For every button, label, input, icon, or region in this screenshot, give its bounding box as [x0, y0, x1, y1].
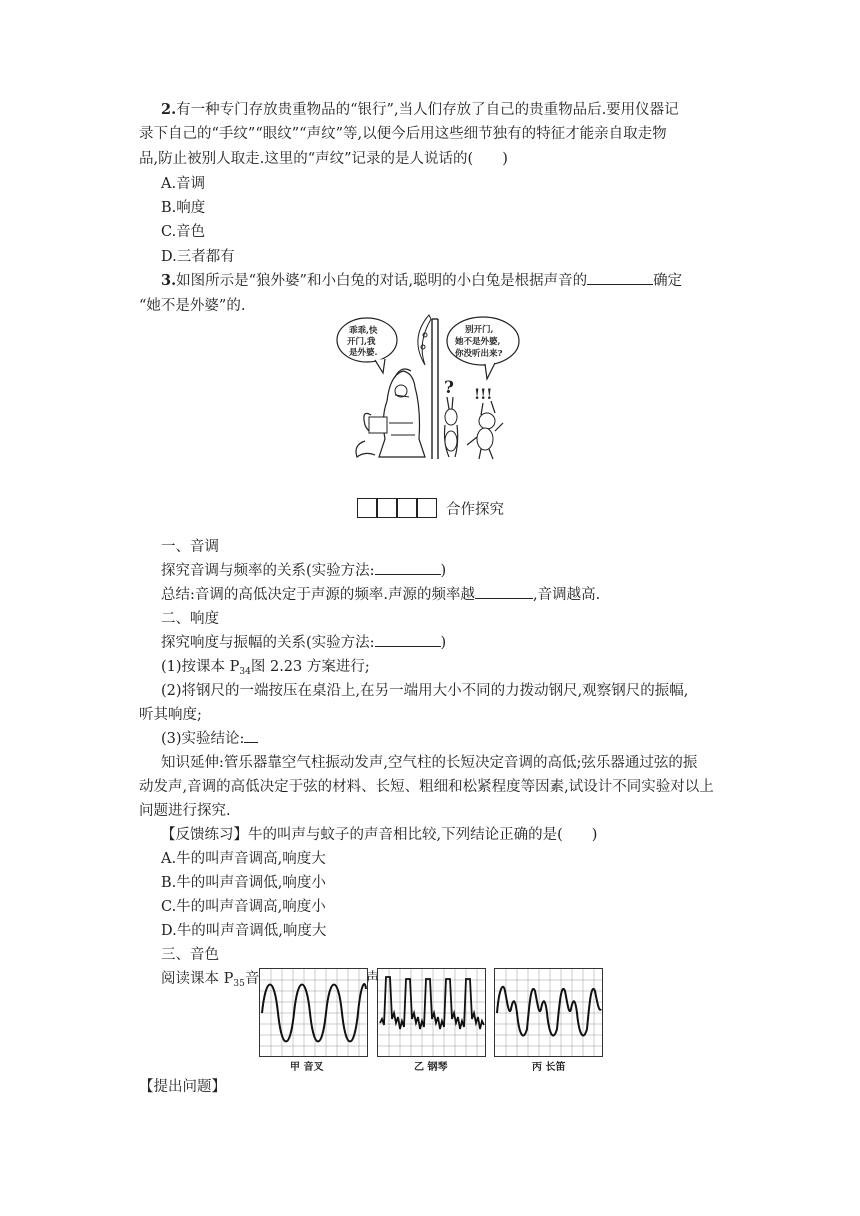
part2-step-1-page: 34	[239, 667, 251, 677]
part2-line-1b: )	[440, 635, 447, 651]
part2-extension-line-2: 动发声,音调的高低决定于弦的材料、长短、粗细和松紧程度等因素,试设计不同实验对以上	[139, 779, 714, 795]
part2-method-blank[interactable]	[375, 632, 441, 647]
part1-line-2	[161, 584, 600, 606]
waveform-tuning-fork	[259, 968, 368, 1057]
part1-line-2a: 总结:音调的高低决定于声源的频率.声源的频率越	[161, 587, 475, 603]
q2-line-2: 录下自己的“手纹”“眼纹”“声纹”等,以便今后用这些细节独有的特征才能亲自取走物	[139, 126, 667, 142]
q3-number: 3.	[161, 272, 177, 289]
part2-step-2-line-2: 听其响度;	[139, 707, 202, 723]
section-box	[377, 498, 397, 518]
feedback-question	[161, 824, 597, 846]
part3-heading: 三、音色	[161, 947, 219, 963]
part1-line-1a: 探究音调与频率的关系(实验方法:	[161, 563, 375, 579]
waveform-piano	[377, 968, 486, 1057]
part2-step-1a: (1)按课本 P	[161, 659, 240, 675]
part3-page: 35	[233, 979, 245, 989]
part1-frequency-blank[interactable]	[475, 584, 533, 599]
feedback-option-b: B.牛的叫声音调低,响度小	[161, 875, 326, 891]
q2-option-b: B.响度	[161, 200, 206, 216]
section-box	[397, 498, 417, 518]
part2-heading: 二、响度	[161, 611, 219, 627]
part2-conclusion-blank[interactable]	[244, 728, 258, 743]
part2-step-1b: 图 2.23 方案进行;	[250, 659, 370, 675]
bubble-left-line-1: 乖乖,快	[349, 326, 378, 336]
cartoon-question-mark: ?	[444, 378, 454, 398]
bubble-right-line-1: 别开门,	[465, 325, 494, 335]
part2-step-1	[161, 656, 370, 683]
q2-text-1: 有一种专门存放贵重物品的“银行”,当人们存放了自己的贵重物品后.要用仪器记	[176, 102, 679, 118]
waveform-label-tuning-fork: 甲 音叉	[290, 1062, 324, 1073]
part2-line-1	[161, 632, 446, 654]
part2-step-2-line-1: (2)将钢尺的一端按压在桌沿上,在另一端用大小不同的力拨动钢尺,观察钢尺的振幅,	[161, 683, 689, 699]
bubble-left-line-3: 是外婆.	[349, 348, 378, 358]
section-title: 合作探究	[446, 502, 504, 518]
section-box	[417, 498, 437, 518]
part1-line-1b: )	[440, 563, 447, 579]
waveform-label-flute: 丙 长笛	[532, 1062, 566, 1073]
bubble-right-line-2: 她不是外婆,	[455, 337, 501, 347]
part1-line-1	[161, 560, 446, 582]
q3-answer-blank[interactable]	[587, 270, 653, 285]
part1-heading: 一、音调	[161, 539, 219, 555]
part1-line-2b: ,音调越高.	[533, 587, 601, 603]
q2-option-c: C.音色	[161, 224, 206, 240]
feedback-tag: 【反馈练习】	[161, 827, 248, 843]
q2-number: 2.	[161, 101, 177, 118]
q3-line-1	[161, 270, 682, 292]
part2-step-3-text: (3)实验结论:	[161, 731, 245, 747]
feedback-option-c: C.牛的叫声音调高,响度小	[161, 899, 326, 915]
q2-line-1	[161, 99, 679, 121]
part2-extension-line-3: 问题进行探究.	[139, 803, 231, 819]
part3-line-1a: 阅读课本 P	[161, 971, 234, 987]
wolf-rabbit-cartoon	[335, 313, 521, 461]
q2-option-d: D.三者都有	[161, 249, 235, 265]
section-box-group	[357, 498, 437, 518]
part1-method-blank[interactable]	[375, 560, 441, 575]
waveform-flute	[494, 968, 603, 1057]
part2-extension-line-1: 知识延伸:管乐器靠空气柱振动发声,空气柱的长短决定音调的高低;弦乐器通过弦的振	[161, 755, 698, 771]
part3-line-1b: 音色部分,注意观察声音的波形.	[244, 971, 443, 987]
section-box	[357, 498, 377, 518]
q3-line-2: “她不是外婆”的.	[139, 298, 246, 314]
feedback-question-text: 牛的叫声与蚊子的声音相比较,下列结论正确的是( )	[248, 827, 598, 843]
q2-line-3: 品,防止被别人取走.这里的“声纹”记录的是人说话的( )	[139, 151, 508, 167]
ask-question-label: 【提出问题】	[139, 1079, 226, 1095]
part2-line-1a: 探究响度与振幅的关系(实验方法:	[161, 635, 375, 651]
cartoon-exclaim: !!!	[474, 387, 493, 403]
q3-text-1a: 如图所示是“狼外婆”和小白兔的对话,聪明的小白兔是根据声音的	[176, 273, 588, 289]
feedback-option-a: A.牛的叫声音调高,响度大	[161, 851, 326, 867]
bubble-right-line-3: 你没听出来?	[455, 349, 503, 359]
part2-step-3	[161, 728, 258, 750]
q3-text-1b: 确定	[653, 273, 683, 289]
waveform-label-piano: 乙 钢琴	[414, 1062, 448, 1073]
bubble-left-line-2: 开门,我	[347, 337, 376, 347]
q2-option-a: A.音调	[161, 176, 206, 192]
feedback-option-d: D.牛的叫声音调低,响度大	[161, 923, 327, 939]
